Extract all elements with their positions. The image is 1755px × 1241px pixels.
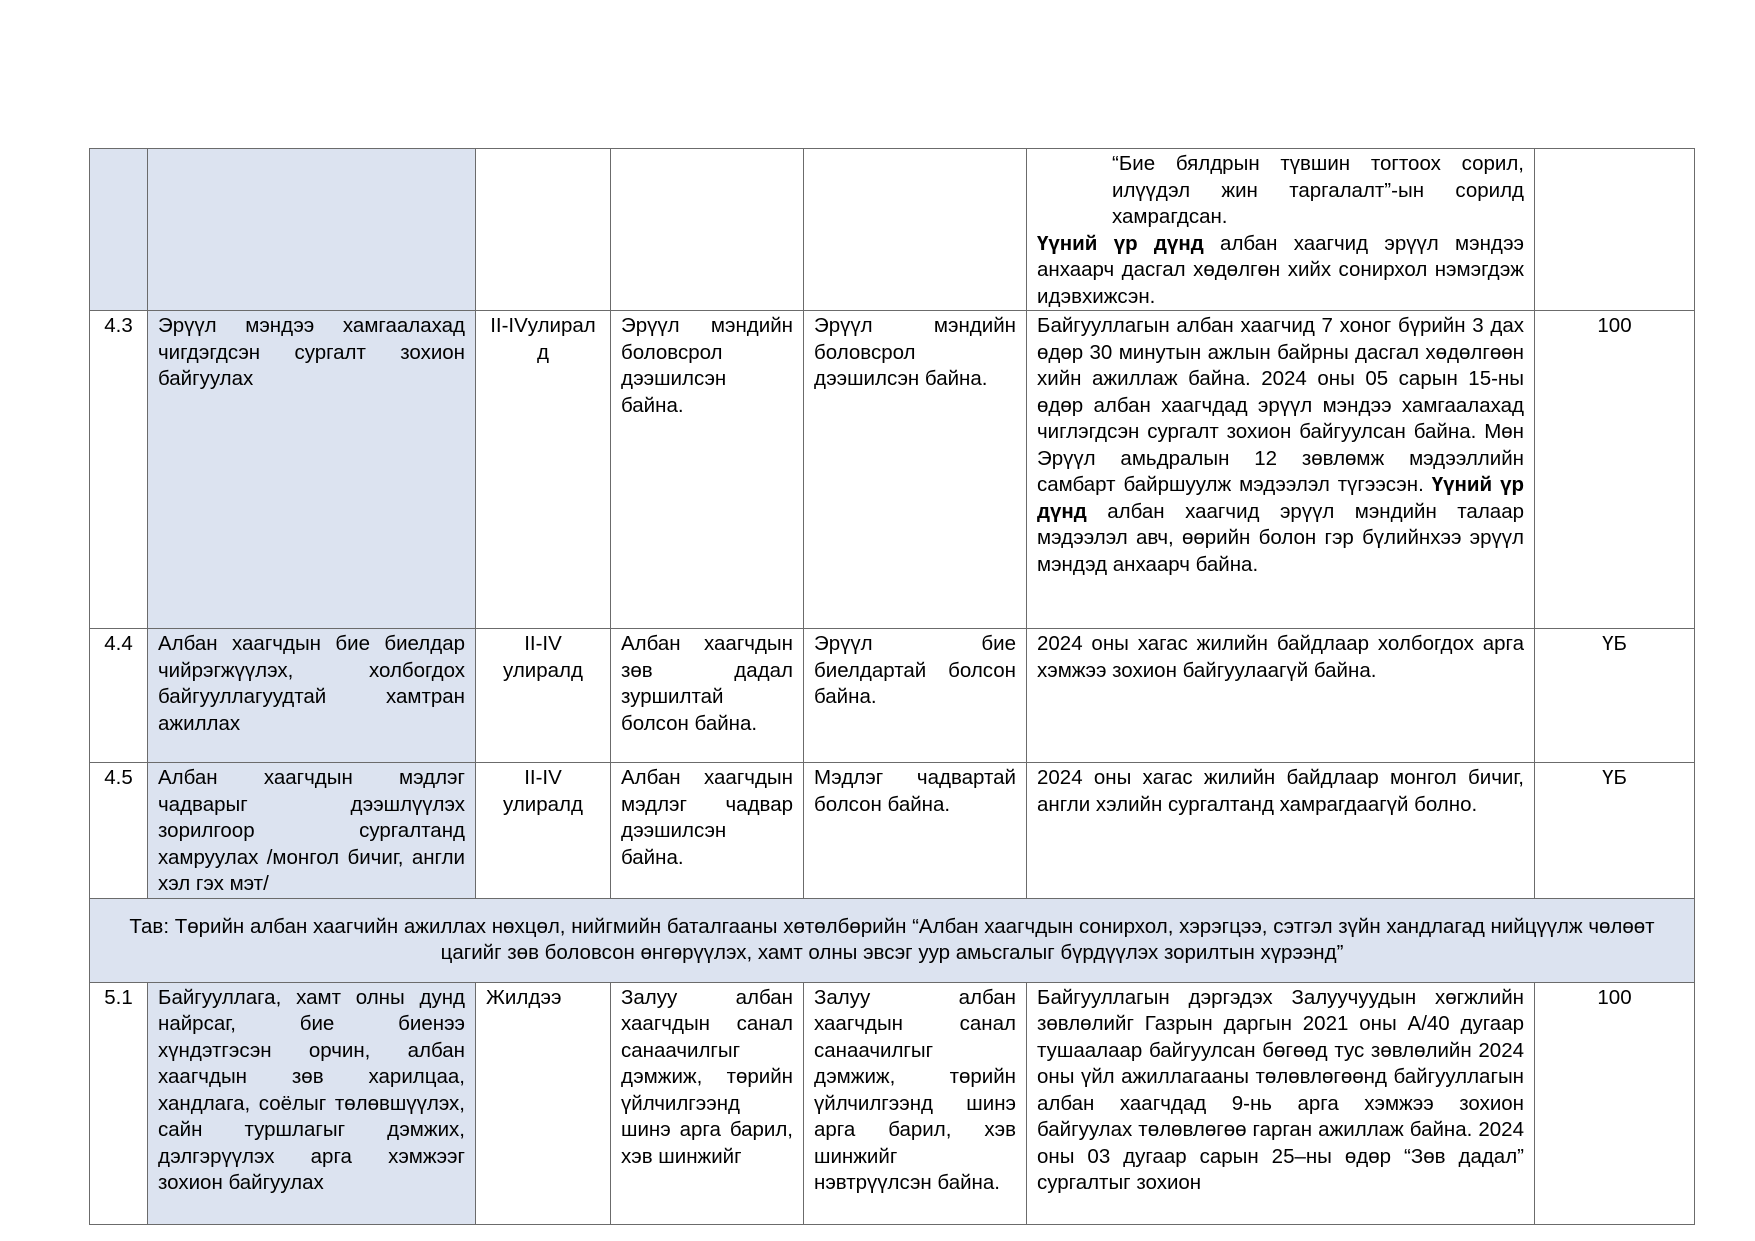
report-cell bbox=[1027, 149, 1535, 311]
score-cell: ҮБ bbox=[1535, 763, 1695, 899]
expected-result-cell bbox=[804, 149, 1027, 311]
report-cell: Байгууллагын дэргэдэх Залуучуудын хөгжлийн зөвлөлийг Газрын даргын 2021 оны А/40 дугаар тушаалаар байгуулсан бөгөөд тус зөвлөлийн 2024 оны үйл ажиллагааны төлөвлөгөөнд байгууллагын албан хаагчдад 9-нь арга хэмжээ зохион байгуулах төлөвлөгөө гарган ажиллаж байна. 2024 оны 03 дугаар сарын 25–ны өдөр “Зөв дадал” сургалтыг зохион bbox=[1027, 982, 1535, 1224]
row-number: 4.4 bbox=[90, 629, 148, 763]
task-cell: Албан хаагчдын бие биелдар чийрэгжүүлэх, холбогдох байгууллагуудтай хамтран ажиллах bbox=[148, 629, 476, 763]
report-intro: “Бие бялдрын түвшин тогтоох сорил, илүүдэл жин таргалалт”-ын сорилд хамрагдсан. bbox=[1112, 152, 1524, 228]
expected-result-cell: Эрүүл бие биелдартай болсон байна. bbox=[804, 629, 1027, 763]
report-bold-phrase: Үүний үр дүнд bbox=[1037, 231, 1204, 255]
row-number: 4.5 bbox=[90, 763, 148, 899]
report-bold-phrase: Үүний үр дүнд bbox=[1037, 473, 1524, 523]
indicator-cell: Албан хаагчдын зөв дадал зуршилтай болсон байна. bbox=[611, 629, 804, 763]
report-cell: 2024 оны хагас жилийн байдлаар холбогдох арга хэмжээ зохион байгуулаагүй байна. bbox=[1027, 629, 1535, 763]
task-cell: Эрүүл мэндээ хамгаалахад чигдэгдсэн сургалт зохион байгуулах bbox=[148, 311, 476, 629]
expected-result-cell: Залуу албан хаагчдын санал санаачилгыг дэмжиж, төрийн үйлчилгээнд шинэ арга барил, хэв шинжийг нэвтрүүлсэн байна. bbox=[804, 982, 1027, 1224]
report-result bbox=[1037, 231, 1524, 311]
section-title: Тав: Төрийн албан хаагчийн ажиллах нөхцөл, нийгмийн баталгааны хөтөлбөрийн “Албан хаагчдын сонирхол, хэрэгцээ, сэтгэл зүйн хандлагад нийцүүлж чөлөөт цагийг зөв боловсон өнгөрүүлэх, хамт олны эвсэг уур амьсгалыг бүрдүүлэх зорилтын хүрээнд” bbox=[90, 898, 1695, 982]
report-cell bbox=[1027, 311, 1535, 629]
row-number: 5.1 bbox=[90, 982, 148, 1224]
period-cell: II-IV улиралд bbox=[476, 763, 611, 899]
period-cell bbox=[476, 149, 611, 311]
indicator-cell: Залуу албан хаагчдын санал санаачилгыг дэмжиж, төрийн үйлчилгээнд шинэ арга барил, хэв шинжийг bbox=[611, 982, 804, 1224]
period-cell: II-IVулирал д bbox=[476, 311, 611, 629]
row-number: 4.3 bbox=[90, 311, 148, 629]
table-row bbox=[90, 982, 1695, 1224]
indicator-cell bbox=[611, 149, 804, 311]
score-cell: 100 bbox=[1535, 311, 1695, 629]
task-cell: Албан хаагчдын мэдлэг чадварыг дээшлүүлэх зорилгоор сургалтанд хамруулах /монгол бичиг, англи хэл гэх мэт/ bbox=[148, 763, 476, 899]
table-row bbox=[90, 311, 1695, 629]
expected-result-cell: Эрүүл мэндийн боловсрол дээшилсэн байна. bbox=[804, 311, 1027, 629]
score-cell bbox=[1535, 149, 1695, 311]
row-number bbox=[90, 149, 148, 311]
report-result-text: албан хаагчид эрүүл мэндээ анхаарч дасгал хөдөлгөн хийх сонирхол нэмэгдэж идэвхижсэн. bbox=[1037, 231, 1525, 308]
table-row bbox=[90, 629, 1695, 763]
report-table bbox=[89, 148, 1695, 1225]
indicator-cell: Эрүүл мэндийн боловсрол дээшилсэн байна. bbox=[611, 311, 804, 629]
task-cell: Байгууллага, хамт олны дунд найрсаг, бие биенээ хүндэтгэсэн орчин, албан хаагчдын зөв харилцаа, хандлага, соёлыг төлөвшүүлэх, сайн туршлагыг дэмжих, дэлгэрүүлэх арга хэмжээг зохион байгуулах bbox=[148, 982, 476, 1224]
table-row bbox=[90, 763, 1695, 899]
period-cell: II-IV улиралд bbox=[476, 629, 611, 763]
period-cell: Жилдээ bbox=[476, 982, 611, 1224]
report-cell: 2024 оны хагас жилийн байдлаар монгол бичиг, англи хэлийн сургалтанд хамрагдаагүй болно. bbox=[1027, 763, 1535, 899]
report-text: Байгууллагын албан хаагчид 7 хоног бүрийн 3 дах өдөр 30 минутын ажлын байрны дасгал хөдөлгөөн хийн ажиллаж байна. 2024 оны 05 сарын 15-ны өдөр албан хаагчдад эрүүл мэндээ хамгаалахад чиглэгдсэн сургалт зохион байгуулсан байна. Мөн Эрүүл амьдралын 12 зөвлөмж мэдээллийн самбарт байршуулж мэдээлэл түгээсэн. bbox=[1037, 314, 1524, 496]
section-header-row bbox=[90, 898, 1695, 982]
score-cell: ҮБ bbox=[1535, 629, 1695, 763]
table-row bbox=[90, 149, 1695, 311]
task-cell bbox=[148, 149, 476, 311]
score-cell: 100 bbox=[1535, 982, 1695, 1224]
report-text-end: албан хаагчид эрүүл мэндийн талаар мэдээлэл авч, өөрийн болон гэр бүлийнхээ эрүүл мэндэд анхаарч байна. bbox=[1037, 499, 1524, 576]
expected-result-cell: Мэдлэг чадвартай болсон байна. bbox=[804, 763, 1027, 899]
indicator-cell: Албан хаагчдын мэдлэг чадвар дээшилсэн байна. bbox=[611, 763, 804, 899]
